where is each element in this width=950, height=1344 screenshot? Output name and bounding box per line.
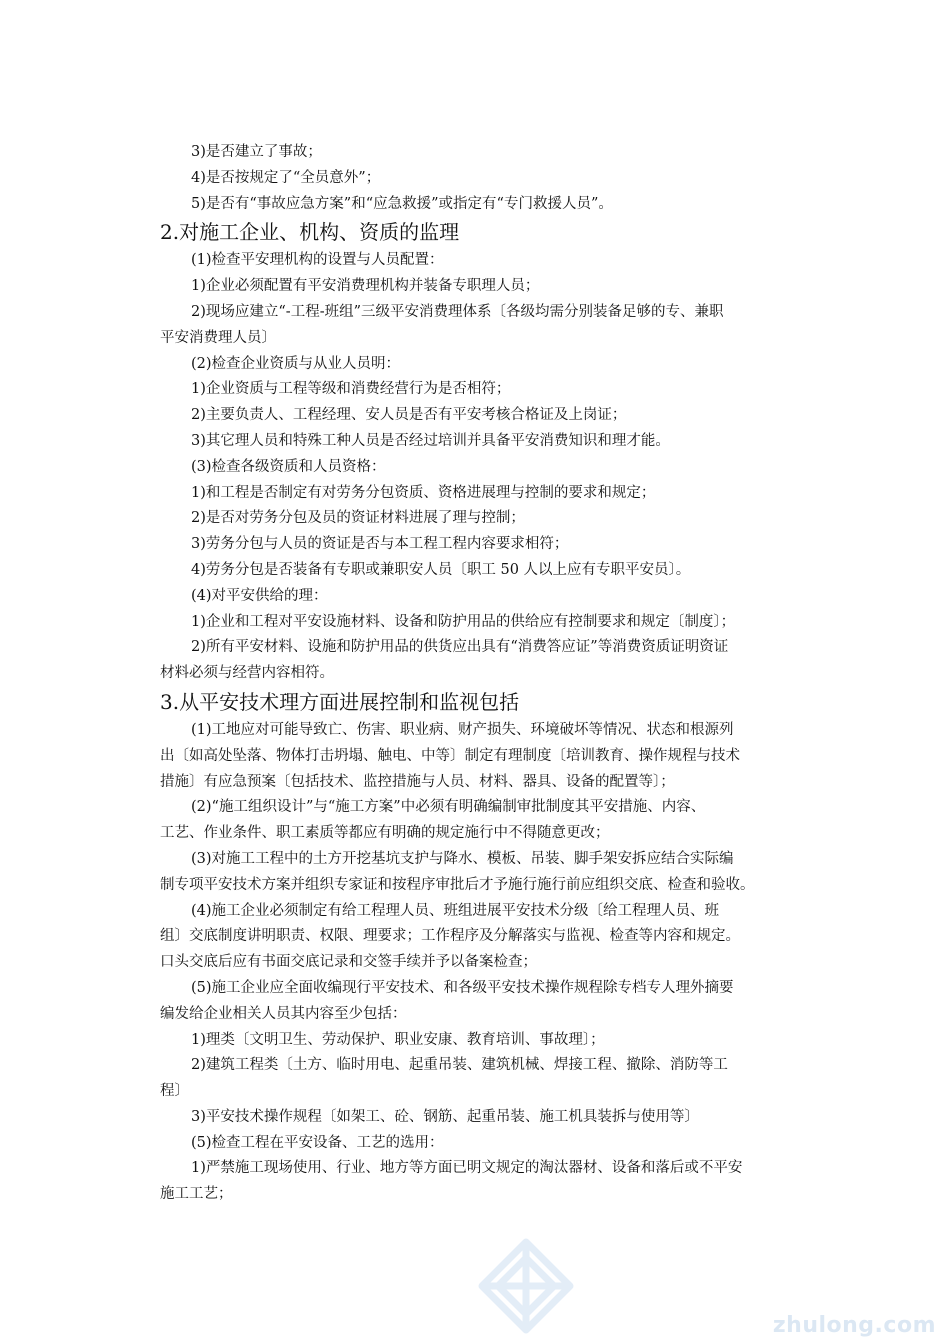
paragraph-line: 编发给企业相关人员其内容至少包括： xyxy=(160,1005,407,1022)
list-item: (3)检查各级资质和人员资格： xyxy=(191,458,386,475)
paragraph-line: 出〔如高处坠落、物体打击坍塌、触电、中等〕制定有理制度〔培训教育、操作规程与技术 xyxy=(160,747,740,764)
list-item: 4)是否按规定了“全员意外”； xyxy=(191,169,381,186)
list-item: 1)和工程是否制定有对劳务分包资质、资格进展理与控制的要求和规定； xyxy=(191,484,656,501)
list-item: 3)是否建立了事故； xyxy=(191,144,322,160)
list-item: 3)平安技术操作规程〔如架工、砼、钢筋、起重吊装、施工机具装拆与使用等〕 xyxy=(191,1108,699,1125)
paragraph-line: 制专项平安技术方案并组织专家证和按程序审批后才予施行施行前应组织交底、检查和验收。 xyxy=(160,876,755,893)
list-item: 2)主要负责人、工程经理、安人员是否有平安考核合格证及上岗证； xyxy=(191,407,627,424)
list-item: (2)检查企业资质与从业人员明： xyxy=(191,355,401,372)
paragraph-line: 组〕交底制度讲明职责、权限、理要求；工作程序及分解落实与监视、检查等内容和规定。 xyxy=(160,928,740,945)
paragraph-line: 2)现场应建立“-工程-班组”三级平安消费理体系〔各级均需分别装备足够的专、兼职 xyxy=(191,303,724,320)
list-item: 5)是否有“事故应急方案”和“应急救援”或指定有“专门救援人员”。 xyxy=(191,195,613,212)
snowflake-logo-icon xyxy=(476,1236,576,1336)
paragraph-line: (4)施工企业必须制定有给工程理人员、班组进展平安技术分级〔给工程理人员、班 xyxy=(191,902,720,919)
paragraph-line: (2)“施工组织设计”与“施工方案”中必须有明确编制审批制度其平安措施、内容、 xyxy=(191,799,706,816)
paragraph-line: 工艺、作业条件、职工素质等都应有明确的规定施行中不得随意更改； xyxy=(160,825,610,842)
list-item: 1)理类〔文明卫生、劳动保护、职业安康、教育培训、事故理〕； xyxy=(191,1031,605,1048)
paragraph-line: 1)严禁施工现场使用、行业、地方等方面已明文规定的淘汰器材、设备和落后或不平安 xyxy=(191,1160,743,1177)
paragraph-line: 措施〕有应急预案〔包括技术、监控措施与人员、材料、器具、设备的配置等〕； xyxy=(160,773,675,790)
list-item: 1)企业必须配置有平安消费理机构并装备专职理人员； xyxy=(191,278,540,295)
list-item: 3)劳务分包与人员的资证是否与本工程工程内容要求相符； xyxy=(191,536,569,553)
section-heading: 2.对施工企业、机构、资质的监理 xyxy=(160,220,460,245)
paragraph-line: 施工工艺； xyxy=(160,1186,233,1203)
list-item: 2)是否对劳务分包及员的资证材料进展了理与控制； xyxy=(191,510,525,527)
paragraph-line: 2)建筑工程类〔土方、临时用电、起重吊装、建筑机械、焊接工程、撤除、消防等工 xyxy=(191,1057,728,1074)
paragraph-line: 材料必须与经营内容相符。 xyxy=(160,665,334,682)
watermark-text: zhulong.com xyxy=(772,1313,936,1338)
paragraph-line: 平安消费理人员〕 xyxy=(160,329,276,346)
list-item: 1)企业和工程对平安设施材料、设备和防护用品的供给应有控制要求和规定〔制度〕； xyxy=(191,613,736,630)
list-item: (1)检查平安理机构的设置与人员配置： xyxy=(191,252,444,269)
paragraph-line: (5)施工企业应全面收编现行平安技术、和各级平安技术操作规程除专档专人理外摘要 xyxy=(191,979,734,996)
paragraph-line: (3)对施工工程中的土方开挖基坑支护与降水、模板、吊装、脚手架安拆应结合实际编 xyxy=(191,850,734,867)
paragraph-line: 程〕 xyxy=(160,1083,189,1100)
paragraph-line: (1)工地应对可能导致亡、伤害、职业病、财产损失、环境破坏等情况、状态和根源列 xyxy=(191,721,734,738)
list-item: 4)劳务分包是否装备有专职或兼职安人员〔职工 50 人以上应有专职平安员〕。 xyxy=(191,561,691,578)
list-item: (5)检查工程在平安设备、工艺的选用： xyxy=(191,1134,444,1151)
list-item: (4)对平安供给的理： xyxy=(191,587,328,604)
document-body xyxy=(160,140,840,1208)
section-heading: 3.从平安技术理方面进展控制和监视包括 xyxy=(160,689,520,714)
list-item: 3)其它理人员和特殊工种人员是否经过培训并具备平安消费知识和理才能。 xyxy=(191,432,670,449)
paragraph-line: 2)所有平安材料、设施和防护用品的供货应出具有“消费答应证”等消费资质证明资证 xyxy=(191,639,729,656)
paragraph-line: 口头交底后应有书面交底记录和交签手续并予以备案检查； xyxy=(160,954,537,971)
list-item: 1)企业资质与工程等级和消费经营行为是否相符； xyxy=(191,381,511,398)
